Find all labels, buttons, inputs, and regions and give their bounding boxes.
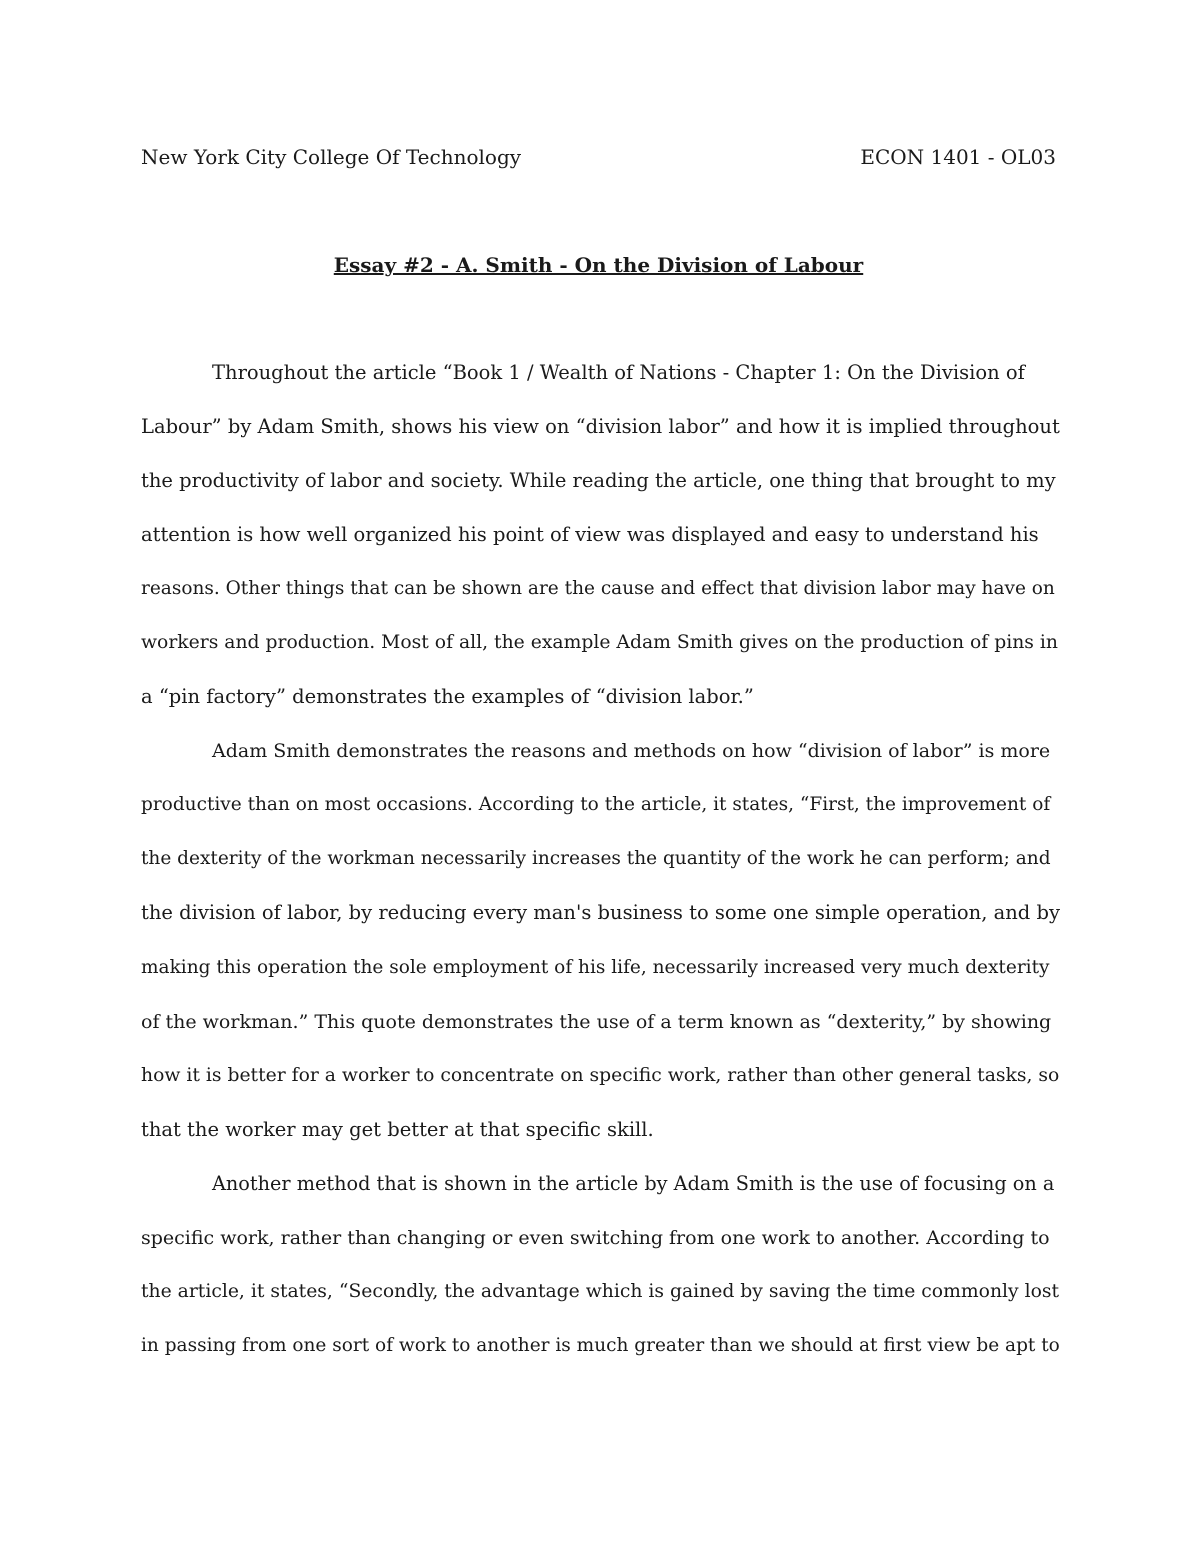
text-line: that the worker may get better at that specific skill. [141, 1118, 654, 1141]
text-line: attention is how well organized his point of view was displayed and easy to understand his [141, 523, 1039, 546]
text-line: reasons. Other things that can be shown are the cause and effect that division labor may have on [141, 578, 1055, 599]
text-line: how it is better for a worker to concentrate on specific work, rather than other general tasks, so [141, 1065, 1060, 1086]
text-line: Labour” by Adam Smith, shows his view on “division labor” and how it is implied throughout [141, 415, 1060, 438]
text-line: a “pin factory” demonstrates the examples of “division labor.” [141, 685, 754, 708]
institution-name: New York City College Of Technology [141, 145, 522, 169]
text-line: Another method that is shown in the article by Adam Smith is the use of focusing on a [212, 1172, 1055, 1195]
text-line: specific work, rather than changing or even switching from one work to another. According to [141, 1227, 1050, 1249]
text-line: productive than on most occasions. According to the article, it states, “First, the improvement of [141, 794, 1051, 815]
text-line: Adam Smith demonstrates the reasons and methods on how “division of labor” is more [212, 740, 1051, 762]
text-line: the dexterity of the workman necessarily increases the quantity of the work he can perform; and [141, 848, 1051, 869]
text-line: the division of labor, by reducing every man's business to some one simple operation, and by [141, 901, 1060, 924]
text-line: the productivity of labor and society. While reading the article, one thing that brought to my [141, 469, 1056, 492]
text-line: the article, it states, “Secondly, the advantage which is gained by saving the time commonly lost [141, 1281, 1060, 1302]
text-line: in passing from one sort of work to another is much greater than we should at first view be apt to [141, 1335, 1060, 1356]
essay-title: Essay #2 - A. Smith - On the Division of Labour [333, 253, 864, 277]
text-line: Throughout the article “Book 1 / Wealth of Nations - Chapter 1: On the Division of [212, 361, 1025, 384]
text-line: of the workman.” This quote demonstrates the use of a term known as “dexterity,” by showing [141, 1011, 1052, 1033]
document-header [141, 141, 1056, 173]
course-code: ECON 1401 - OL03 [860, 145, 1056, 169]
text-line: workers and production. Most of all, the example Adam Smith gives on the production of pins in [141, 632, 1058, 653]
text-line: making this operation the sole employment of his life, necessarily increased very much dexterity [141, 957, 1050, 978]
